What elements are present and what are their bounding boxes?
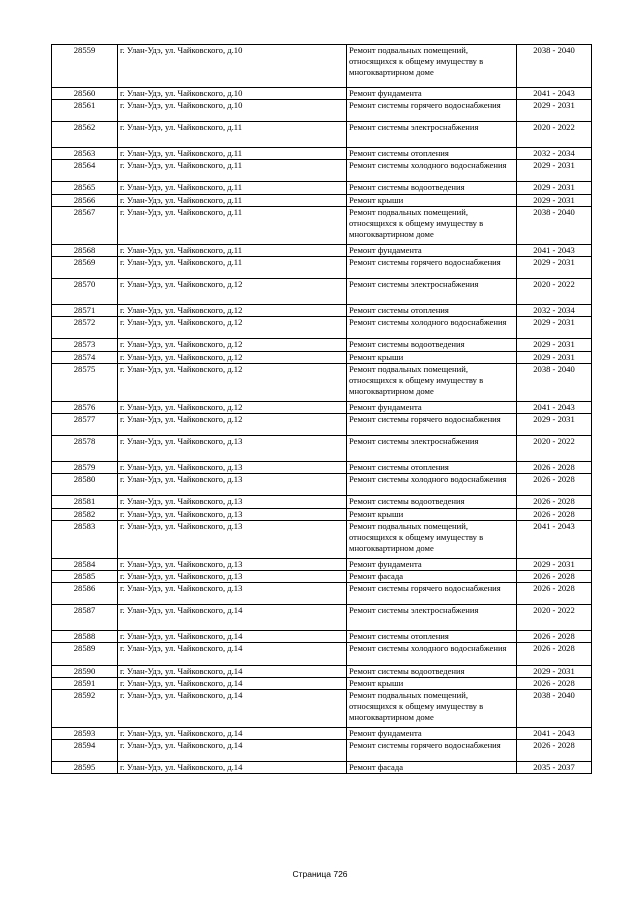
table-row <box>52 317 592 339</box>
row-number: 28576 <box>52 401 118 413</box>
row-work-type: Ремонт крыши <box>347 508 517 520</box>
row-work-type: Ремонт фундамента <box>347 244 517 256</box>
row-years: 2029 - 2031 <box>517 413 592 435</box>
row-work-type: Ремонт системы горячего водоснабжения <box>347 582 517 604</box>
table-row <box>52 401 592 413</box>
row-work-type: Ремонт системы горячего водоснабжения <box>347 99 517 121</box>
row-years: 2041 - 2043 <box>517 401 592 413</box>
row-years: 2020 - 2022 <box>517 278 592 304</box>
row-number: 28590 <box>52 665 118 677</box>
row-years: 2026 - 2028 <box>517 643 592 665</box>
row-work-type: Ремонт системы отопления <box>347 631 517 643</box>
table-row <box>52 677 592 689</box>
row-work-type: Ремонт системы электроснабжения <box>347 278 517 304</box>
row-years: 2026 - 2028 <box>517 739 592 761</box>
table-row <box>52 605 592 631</box>
row-years: 2026 - 2028 <box>517 508 592 520</box>
row-years: 2032 - 2034 <box>517 147 592 159</box>
row-number: 28568 <box>52 244 118 256</box>
row-address: г. Улан-Удэ, ул. Чайковского, д.13 <box>118 582 347 604</box>
row-years: 2029 - 2031 <box>517 99 592 121</box>
row-years: 2041 - 2043 <box>517 244 592 256</box>
table-row <box>52 582 592 604</box>
row-address: г. Улан-Удэ, ул. Чайковского, д.11 <box>118 147 347 159</box>
row-address: г. Улан-Удэ, ул. Чайковского, д.11 <box>118 182 347 194</box>
row-number: 28586 <box>52 582 118 604</box>
row-address: г. Улан-Удэ, ул. Чайковского, д.13 <box>118 461 347 473</box>
table-row <box>52 643 592 665</box>
row-address: г. Улан-Удэ, ул. Чайковского, д.13 <box>118 558 347 570</box>
table-row <box>52 435 592 461</box>
row-number: 28564 <box>52 160 118 182</box>
table-row <box>52 727 592 739</box>
table-row <box>52 474 592 496</box>
row-number: 28585 <box>52 570 118 582</box>
table-row <box>52 496 592 508</box>
row-years: 2026 - 2028 <box>517 461 592 473</box>
row-address: г. Улан-Удэ, ул. Чайковского, д.12 <box>118 351 347 363</box>
row-years: 2029 - 2031 <box>517 351 592 363</box>
table-row <box>52 570 592 582</box>
row-years: 2038 - 2040 <box>517 363 592 401</box>
row-work-type: Ремонт системы отопления <box>347 147 517 159</box>
row-work-type: Ремонт системы водоотведения <box>347 496 517 508</box>
row-work-type: Ремонт подвальных помещений, относящихся к общему имуществу в многоквартирном доме <box>347 520 517 558</box>
row-number: 28582 <box>52 508 118 520</box>
row-address: г. Улан-Удэ, ул. Чайковского, д.12 <box>118 278 347 304</box>
row-address: г. Улан-Удэ, ул. Чайковского, д.14 <box>118 689 347 727</box>
row-work-type: Ремонт системы отопления <box>347 304 517 316</box>
row-work-type: Ремонт фундамента <box>347 558 517 570</box>
table-row <box>52 121 592 147</box>
row-address: г. Улан-Удэ, ул. Чайковского, д.14 <box>118 727 347 739</box>
row-years: 2029 - 2031 <box>517 194 592 206</box>
row-address: г. Улан-Удэ, ул. Чайковского, д.12 <box>118 413 347 435</box>
row-address: г. Улан-Удэ, ул. Чайковского, д.11 <box>118 206 347 244</box>
row-work-type: Ремонт крыши <box>347 194 517 206</box>
table-row <box>52 160 592 182</box>
row-years: 2026 - 2028 <box>517 474 592 496</box>
row-work-type: Ремонт системы водоотведения <box>347 665 517 677</box>
row-work-type: Ремонт системы электроснабжения <box>347 121 517 147</box>
row-work-type: Ремонт системы холодного водоснабжения <box>347 317 517 339</box>
row-work-type: Ремонт системы холодного водоснабжения <box>347 474 517 496</box>
table-row <box>52 194 592 206</box>
row-address: г. Улан-Удэ, ул. Чайковского, д.12 <box>118 401 347 413</box>
table-row <box>52 339 592 351</box>
table-row <box>52 363 592 401</box>
row-years: 2041 - 2043 <box>517 520 592 558</box>
table-row <box>52 206 592 244</box>
row-number: 28593 <box>52 727 118 739</box>
row-address: г. Улан-Удэ, ул. Чайковского, д.14 <box>118 605 347 631</box>
row-number: 28595 <box>52 762 118 774</box>
row-address: г. Улан-Удэ, ул. Чайковского, д.11 <box>118 160 347 182</box>
table-row <box>52 762 592 774</box>
row-years: 2026 - 2028 <box>517 496 592 508</box>
row-years: 2029 - 2031 <box>517 665 592 677</box>
table-row <box>52 461 592 473</box>
row-years: 2029 - 2031 <box>517 182 592 194</box>
row-work-type: Ремонт системы отопления <box>347 461 517 473</box>
row-years: 2020 - 2022 <box>517 121 592 147</box>
row-years: 2029 - 2031 <box>517 160 592 182</box>
row-address: г. Улан-Удэ, ул. Чайковского, д.10 <box>118 99 347 121</box>
row-address: г. Улан-Удэ, ул. Чайковского, д.13 <box>118 474 347 496</box>
row-number: 28562 <box>52 121 118 147</box>
row-work-type: Ремонт системы горячего водоснабжения <box>347 413 517 435</box>
row-number: 28569 <box>52 256 118 278</box>
table-row <box>52 508 592 520</box>
row-address: г. Улан-Удэ, ул. Чайковского, д.11 <box>118 256 347 278</box>
row-years: 2026 - 2028 <box>517 631 592 643</box>
row-address: г. Улан-Удэ, ул. Чайковского, д.12 <box>118 339 347 351</box>
row-address: г. Улан-Удэ, ул. Чайковского, д.12 <box>118 363 347 401</box>
row-work-type: Ремонт фасада <box>347 570 517 582</box>
row-number: 28561 <box>52 99 118 121</box>
row-years: 2029 - 2031 <box>517 558 592 570</box>
row-address: г. Улан-Удэ, ул. Чайковского, д.13 <box>118 570 347 582</box>
row-address: г. Улан-Удэ, ул. Чайковского, д.14 <box>118 762 347 774</box>
table-row <box>52 256 592 278</box>
row-years: 2029 - 2031 <box>517 339 592 351</box>
row-work-type: Ремонт фундамента <box>347 727 517 739</box>
table-row <box>52 45 592 88</box>
row-work-type: Ремонт подвальных помещений, относящихся к общему имуществу в многоквартирном доме <box>347 206 517 244</box>
row-work-type: Ремонт системы водоотведения <box>347 339 517 351</box>
row-number: 28570 <box>52 278 118 304</box>
row-number: 28565 <box>52 182 118 194</box>
row-number: 28589 <box>52 643 118 665</box>
row-work-type: Ремонт крыши <box>347 677 517 689</box>
table-row <box>52 278 592 304</box>
row-years: 2041 - 2043 <box>517 87 592 99</box>
works-table-body <box>52 45 592 774</box>
table-row <box>52 665 592 677</box>
row-address: г. Улан-Удэ, ул. Чайковского, д.11 <box>118 244 347 256</box>
table-row <box>52 413 592 435</box>
row-address: г. Улан-Удэ, ул. Чайковского, д.11 <box>118 121 347 147</box>
row-number: 28584 <box>52 558 118 570</box>
row-number: 28580 <box>52 474 118 496</box>
row-number: 28581 <box>52 496 118 508</box>
table-row <box>52 99 592 121</box>
row-work-type: Ремонт системы холодного водоснабжения <box>347 643 517 665</box>
row-years: 2026 - 2028 <box>517 570 592 582</box>
row-number: 28572 <box>52 317 118 339</box>
row-number: 28571 <box>52 304 118 316</box>
row-work-type: Ремонт системы электроснабжения <box>347 435 517 461</box>
row-address: г. Улан-Удэ, ул. Чайковского, д.10 <box>118 45 347 88</box>
row-address: г. Улан-Удэ, ул. Чайковского, д.13 <box>118 520 347 558</box>
row-work-type: Ремонт фундамента <box>347 401 517 413</box>
table-row <box>52 689 592 727</box>
row-number: 28579 <box>52 461 118 473</box>
row-years: 2026 - 2028 <box>517 677 592 689</box>
row-work-type: Ремонт подвальных помещений, относящихся к общему имуществу в многоквартирном доме <box>347 363 517 401</box>
row-number: 28575 <box>52 363 118 401</box>
table-row <box>52 558 592 570</box>
row-number: 28559 <box>52 45 118 88</box>
table-row <box>52 244 592 256</box>
row-years: 2029 - 2031 <box>517 256 592 278</box>
row-number: 28588 <box>52 631 118 643</box>
row-number: 28560 <box>52 87 118 99</box>
row-number: 28573 <box>52 339 118 351</box>
table-row <box>52 351 592 363</box>
row-number: 28567 <box>52 206 118 244</box>
table-row <box>52 520 592 558</box>
row-work-type: Ремонт системы электроснабжения <box>347 605 517 631</box>
row-work-type: Ремонт системы горячего водоснабжения <box>347 739 517 761</box>
row-number: 28594 <box>52 739 118 761</box>
row-number: 28583 <box>52 520 118 558</box>
row-address: г. Улан-Удэ, ул. Чайковского, д.14 <box>118 739 347 761</box>
row-work-type: Ремонт крыши <box>347 351 517 363</box>
row-years: 2020 - 2022 <box>517 435 592 461</box>
works-table <box>51 44 592 774</box>
row-address: г. Улан-Удэ, ул. Чайковского, д.13 <box>118 435 347 461</box>
row-address: г. Улан-Удэ, ул. Чайковского, д.13 <box>118 508 347 520</box>
table-row <box>52 147 592 159</box>
row-number: 28591 <box>52 677 118 689</box>
row-number: 28574 <box>52 351 118 363</box>
table-row <box>52 182 592 194</box>
row-number: 28578 <box>52 435 118 461</box>
row-address: г. Улан-Удэ, ул. Чайковского, д.13 <box>118 496 347 508</box>
row-years: 2038 - 2040 <box>517 206 592 244</box>
row-address: г. Улан-Удэ, ул. Чайковского, д.12 <box>118 317 347 339</box>
row-address: г. Улан-Удэ, ул. Чайковского, д.14 <box>118 643 347 665</box>
row-work-type: Ремонт фасада <box>347 762 517 774</box>
row-address: г. Улан-Удэ, ул. Чайковского, д.11 <box>118 194 347 206</box>
row-years: 2032 - 2034 <box>517 304 592 316</box>
row-work-type: Ремонт системы горячего водоснабжения <box>347 256 517 278</box>
row-years: 2038 - 2040 <box>517 689 592 727</box>
row-years: 2041 - 2043 <box>517 727 592 739</box>
row-work-type: Ремонт подвальных помещений, относящихся к общему имуществу в многоквартирном доме <box>347 45 517 88</box>
row-address: г. Улан-Удэ, ул. Чайковского, д.12 <box>118 304 347 316</box>
table-row <box>52 631 592 643</box>
row-address: г. Улан-Удэ, ул. Чайковского, д.14 <box>118 677 347 689</box>
row-work-type: Ремонт системы водоотведения <box>347 182 517 194</box>
row-number: 28592 <box>52 689 118 727</box>
row-number: 28577 <box>52 413 118 435</box>
row-number: 28563 <box>52 147 118 159</box>
row-years: 2035 - 2037 <box>517 762 592 774</box>
row-work-type: Ремонт системы холодного водоснабжения <box>347 160 517 182</box>
row-work-type: Ремонт фундамента <box>347 87 517 99</box>
row-address: г. Улан-Удэ, ул. Чайковского, д.14 <box>118 631 347 643</box>
row-years: 2029 - 2031 <box>517 317 592 339</box>
row-number: 28587 <box>52 605 118 631</box>
page-number: Страница 726 <box>292 869 348 879</box>
row-number: 28566 <box>52 194 118 206</box>
table-row <box>52 304 592 316</box>
row-address: г. Улан-Удэ, ул. Чайковского, д.14 <box>118 665 347 677</box>
row-years: 2020 - 2022 <box>517 605 592 631</box>
row-address: г. Улан-Удэ, ул. Чайковского, д.10 <box>118 87 347 99</box>
row-years: 2038 - 2040 <box>517 45 592 88</box>
table-row <box>52 87 592 99</box>
table-row <box>52 739 592 761</box>
row-work-type: Ремонт подвальных помещений, относящихся к общему имуществу в многоквартирном доме <box>347 689 517 727</box>
row-years: 2026 - 2028 <box>517 582 592 604</box>
